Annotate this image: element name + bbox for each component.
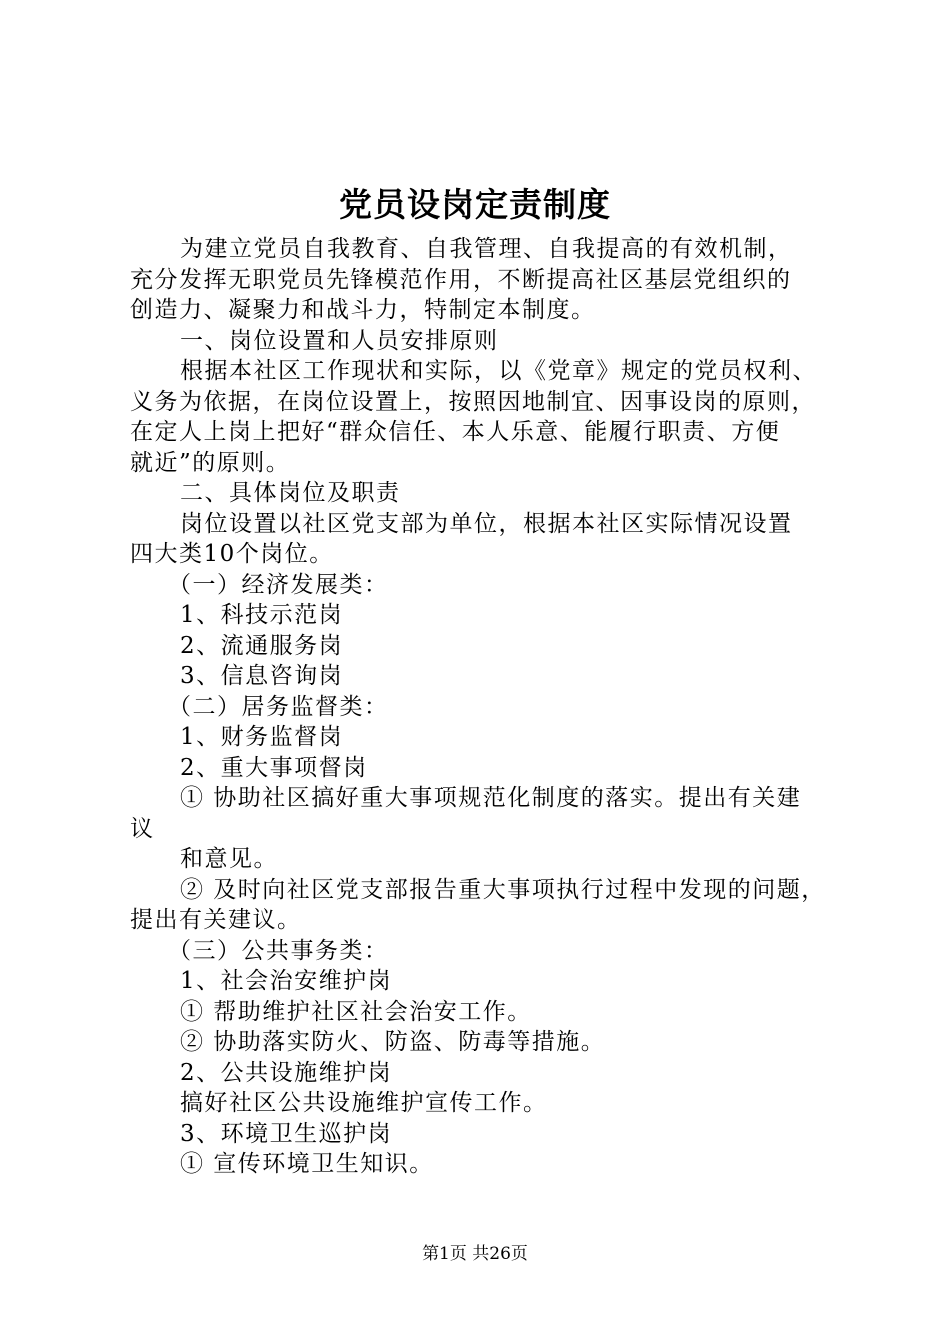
document-body bbox=[130, 234, 835, 1180]
duty-item: 搞好社区公共设施维护宣传工作。 bbox=[180, 1090, 548, 1116]
duty-item: ① 帮助维护社区社会治安工作。 bbox=[180, 998, 532, 1025]
paragraph-line: 根据本社区工作现状和实际，以《党章》规定的党员权利、 bbox=[180, 358, 817, 384]
paragraph-line: 四大类10个岗位。 bbox=[130, 541, 334, 567]
paragraph-line: 在定人上岗上把好“群众信任、本人乐意、能履行职责、方便 bbox=[130, 419, 781, 445]
list-item: 1、财务监督岗 bbox=[180, 724, 344, 750]
list-item: 1、科技示范岗 bbox=[180, 602, 344, 628]
category-heading: （二）居务监督类： bbox=[168, 693, 389, 720]
duty-item: ② 及时向社区党支部报告重大事项执行过程中发现的问题， bbox=[180, 876, 826, 903]
category-heading: （三）公共事务类： bbox=[168, 937, 389, 964]
list-item: 2、公共设施维护岗 bbox=[180, 1059, 393, 1086]
paragraph-line: 创造力、凝聚力和战斗力，特制定本制度。 bbox=[130, 297, 596, 323]
list-item: 2、流通服务岗 bbox=[180, 632, 344, 659]
paragraph-line: 提出有关建议。 bbox=[130, 907, 302, 933]
document-title: 党员设岗定责制度 bbox=[339, 185, 611, 224]
section-heading: 一、岗位设置和人员安排原则 bbox=[180, 327, 499, 354]
category-heading: （一）经济发展类： bbox=[168, 571, 389, 598]
paragraph-line: 充分发挥无职党员先锋模范作用，不断提高社区基层党组织的 bbox=[130, 266, 792, 293]
list-item: 3、信息咨询岗 bbox=[180, 663, 344, 689]
list-item: 1、社会治安维护岗 bbox=[180, 968, 393, 994]
paragraph-line: 岗位设置以社区党支部为单位，根据本社区实际情况设置 bbox=[180, 510, 793, 537]
duty-item: ① 协助社区搞好重大事项规范化制度的落实。提出有关建 bbox=[180, 785, 802, 811]
page-number: 第1页 共26页 bbox=[422, 1244, 528, 1264]
list-item: 2、重大事项督岗 bbox=[180, 754, 368, 781]
paragraph-line: 议 bbox=[130, 815, 155, 842]
paragraph-line: 为建立党员自我教育、自我管理、自我提高的有效机制， bbox=[180, 236, 793, 262]
list-item: 3、环境卫生巡护岗 bbox=[180, 1120, 393, 1147]
duty-item: ② 协助落实防火、防盗、防毒等措施。 bbox=[180, 1029, 606, 1055]
section-heading: 二、具体岗位及职责 bbox=[180, 480, 401, 506]
paragraph-line: 和意见。 bbox=[180, 846, 278, 872]
paragraph-line: 义务为依据，在岗位设置上，按照因地制宜、因事设岗的原则， bbox=[130, 388, 816, 415]
duty-item: ① 宣传环境卫生知识。 bbox=[180, 1151, 434, 1177]
paragraph-line: 就近”的原则。 bbox=[130, 449, 291, 476]
